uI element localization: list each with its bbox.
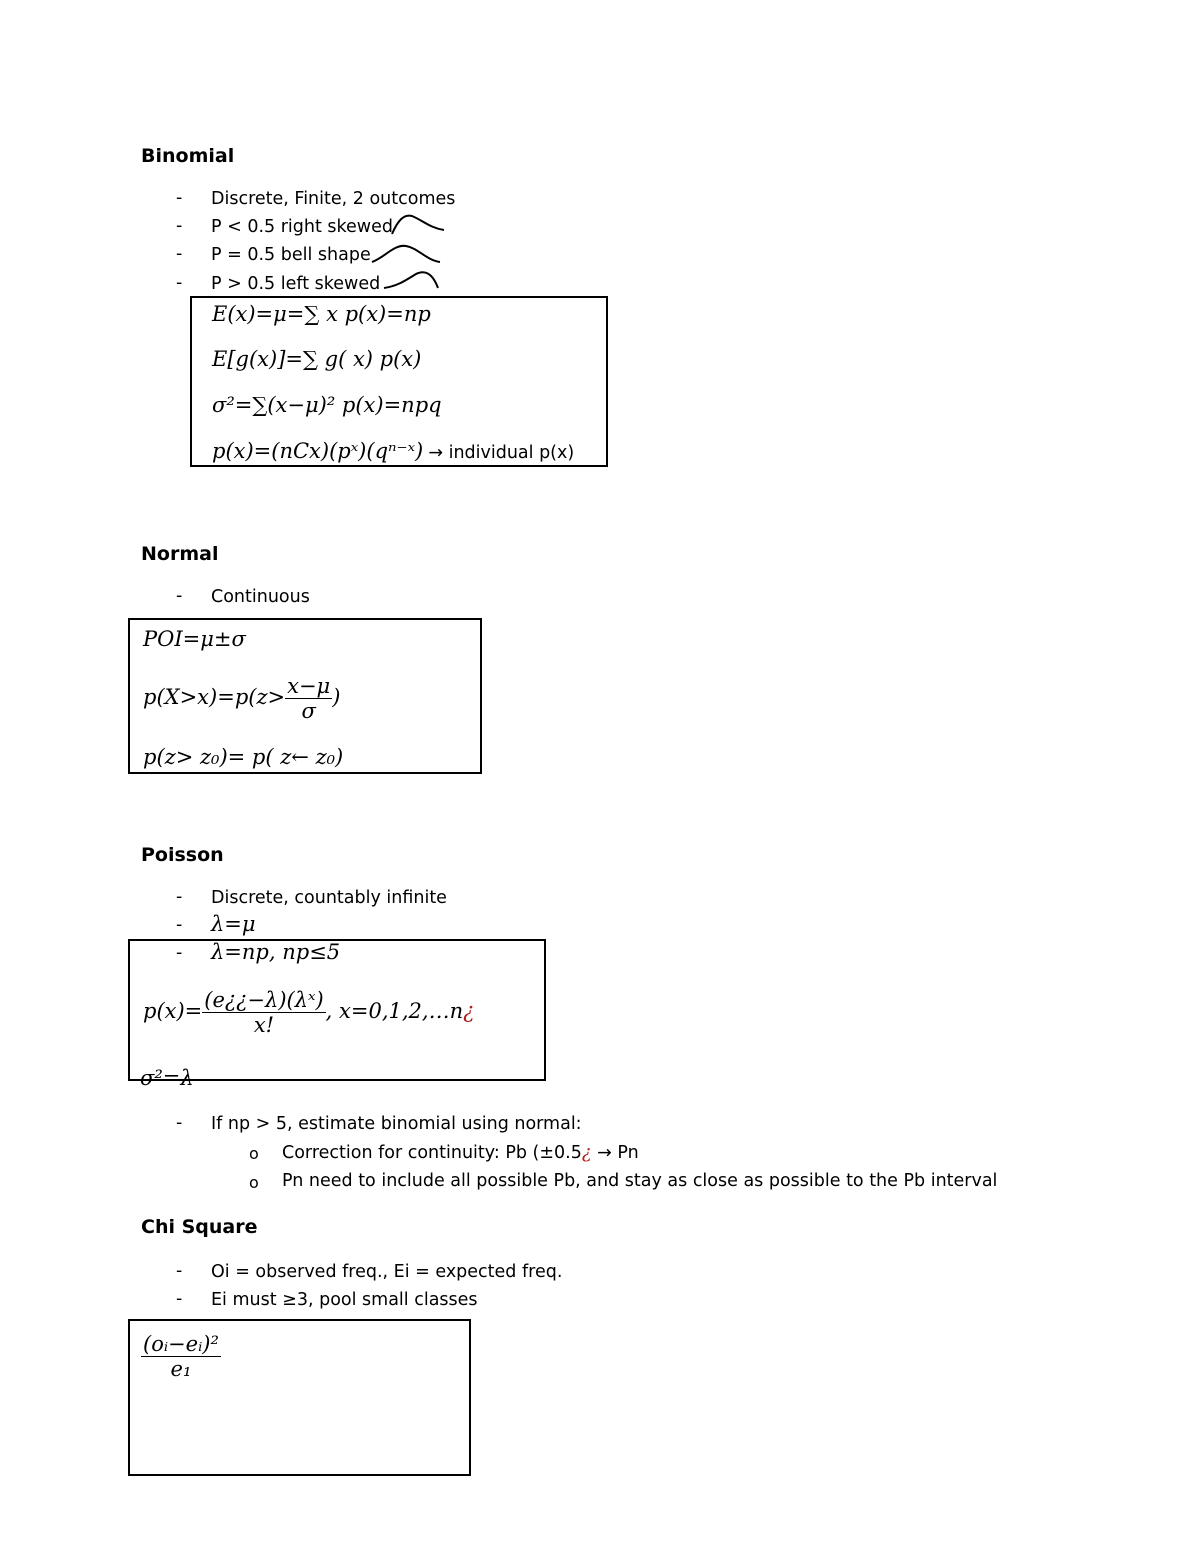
pmf-formula: p(x)=(nCx)(pˣ)(qⁿ⁻ˣ): [212, 439, 424, 463]
list-item: Ei must ≥3, pool small classes: [211, 1290, 478, 1310]
sub-item-text: Correction for continuity: Pb (±0.5: [282, 1143, 582, 1163]
pmf-numerator: (e¿¿−λ)(λˣ): [204, 988, 324, 1012]
list-dash: -: [176, 586, 183, 606]
poisson-heading: Poisson: [141, 844, 224, 866]
list-item: λ=μ: [211, 912, 256, 936]
list-item: P < 0.5 right skewed: [211, 217, 393, 237]
normal-heading: Normal: [141, 543, 219, 565]
list-item: If np > 5, estimate binomial using normal:: [211, 1114, 582, 1134]
poi-formula: POI=μ±σ: [143, 627, 246, 651]
list-dash: -: [176, 1113, 183, 1133]
binomial-heading: Binomial: [141, 145, 235, 167]
list-item: P = 0.5 bell shape: [211, 245, 371, 265]
prob-left: p(X>x)=p(z>: [143, 685, 286, 709]
sub-list-item: [282, 1142, 639, 1163]
symmetry-formula: p(z> z₀)= p( z← z₀): [143, 745, 344, 769]
prob-denominator: σ: [301, 699, 316, 723]
sub-bullet: o: [249, 1144, 259, 1163]
list-dash: -: [176, 216, 183, 236]
pmf-denominator: x!: [253, 1013, 275, 1037]
chi-denominator: e₁: [170, 1357, 192, 1381]
prob-right: ): [332, 685, 341, 709]
list-dash: -: [176, 887, 183, 907]
poisson-pmf-formula: [143, 988, 474, 1037]
sub-item-tail: → Pn: [597, 1143, 639, 1163]
chi-numerator: (oᵢ−eᵢ)²: [143, 1332, 219, 1356]
variance-formula: σ²=∑(x−μ)² p(x)=npq: [212, 393, 442, 417]
pmf-line: [212, 439, 574, 463]
prob-numerator: x−μ: [287, 674, 331, 698]
expectation-formula: E(x)=μ=∑ x p(x)=np: [212, 302, 431, 326]
list-item: Discrete, Finite, 2 outcomes: [211, 189, 456, 209]
bell-curve-icon: [370, 242, 442, 266]
chi-fraction: [141, 1332, 221, 1381]
list-item: Discrete, countably infinite: [211, 888, 447, 908]
expectation-g-formula: E[g(x)]=∑ g( x) p(x): [212, 347, 422, 371]
sub-item-error-glyph: ¿: [581, 1142, 592, 1163]
list-dash: -: [176, 273, 183, 293]
pmf-fraction: [202, 988, 325, 1037]
sub-bullet: o: [249, 1173, 259, 1192]
list-dash: -: [176, 915, 183, 935]
list-dash: -: [176, 1289, 183, 1309]
right-skewed-curve-icon: [390, 212, 446, 236]
list-dash: -: [176, 1261, 183, 1281]
list-item: Oi = observed freq., Ei = expected freq.: [211, 1262, 563, 1282]
sub-list-item: Pn need to include all possible Pb, and stay as close as possible to the Pb interval: [282, 1171, 998, 1191]
pmf-error-glyph: ¿: [463, 999, 475, 1023]
chi-square-formula: [141, 1332, 221, 1381]
list-dash: -: [176, 188, 183, 208]
chi-square-heading: Chi Square: [141, 1216, 258, 1238]
list-dash: -: [176, 943, 183, 963]
list-item: P > 0.5 left skewed: [211, 274, 381, 294]
pmf-left: p(x)=: [143, 999, 203, 1023]
pmf-right: , x=0,1,2,…n: [325, 999, 464, 1023]
left-skewed-curve-icon: [382, 268, 442, 292]
prob-fraction: [285, 674, 332, 723]
pmf-note: → individual p(x): [428, 443, 575, 463]
poisson-variance-formula: σ²=λ: [140, 1066, 194, 1090]
list-item: Continuous: [211, 587, 310, 607]
normal-prob-formula: [143, 674, 340, 723]
list-dash: -: [176, 244, 183, 264]
list-item: λ=np, np≤5: [211, 940, 341, 964]
